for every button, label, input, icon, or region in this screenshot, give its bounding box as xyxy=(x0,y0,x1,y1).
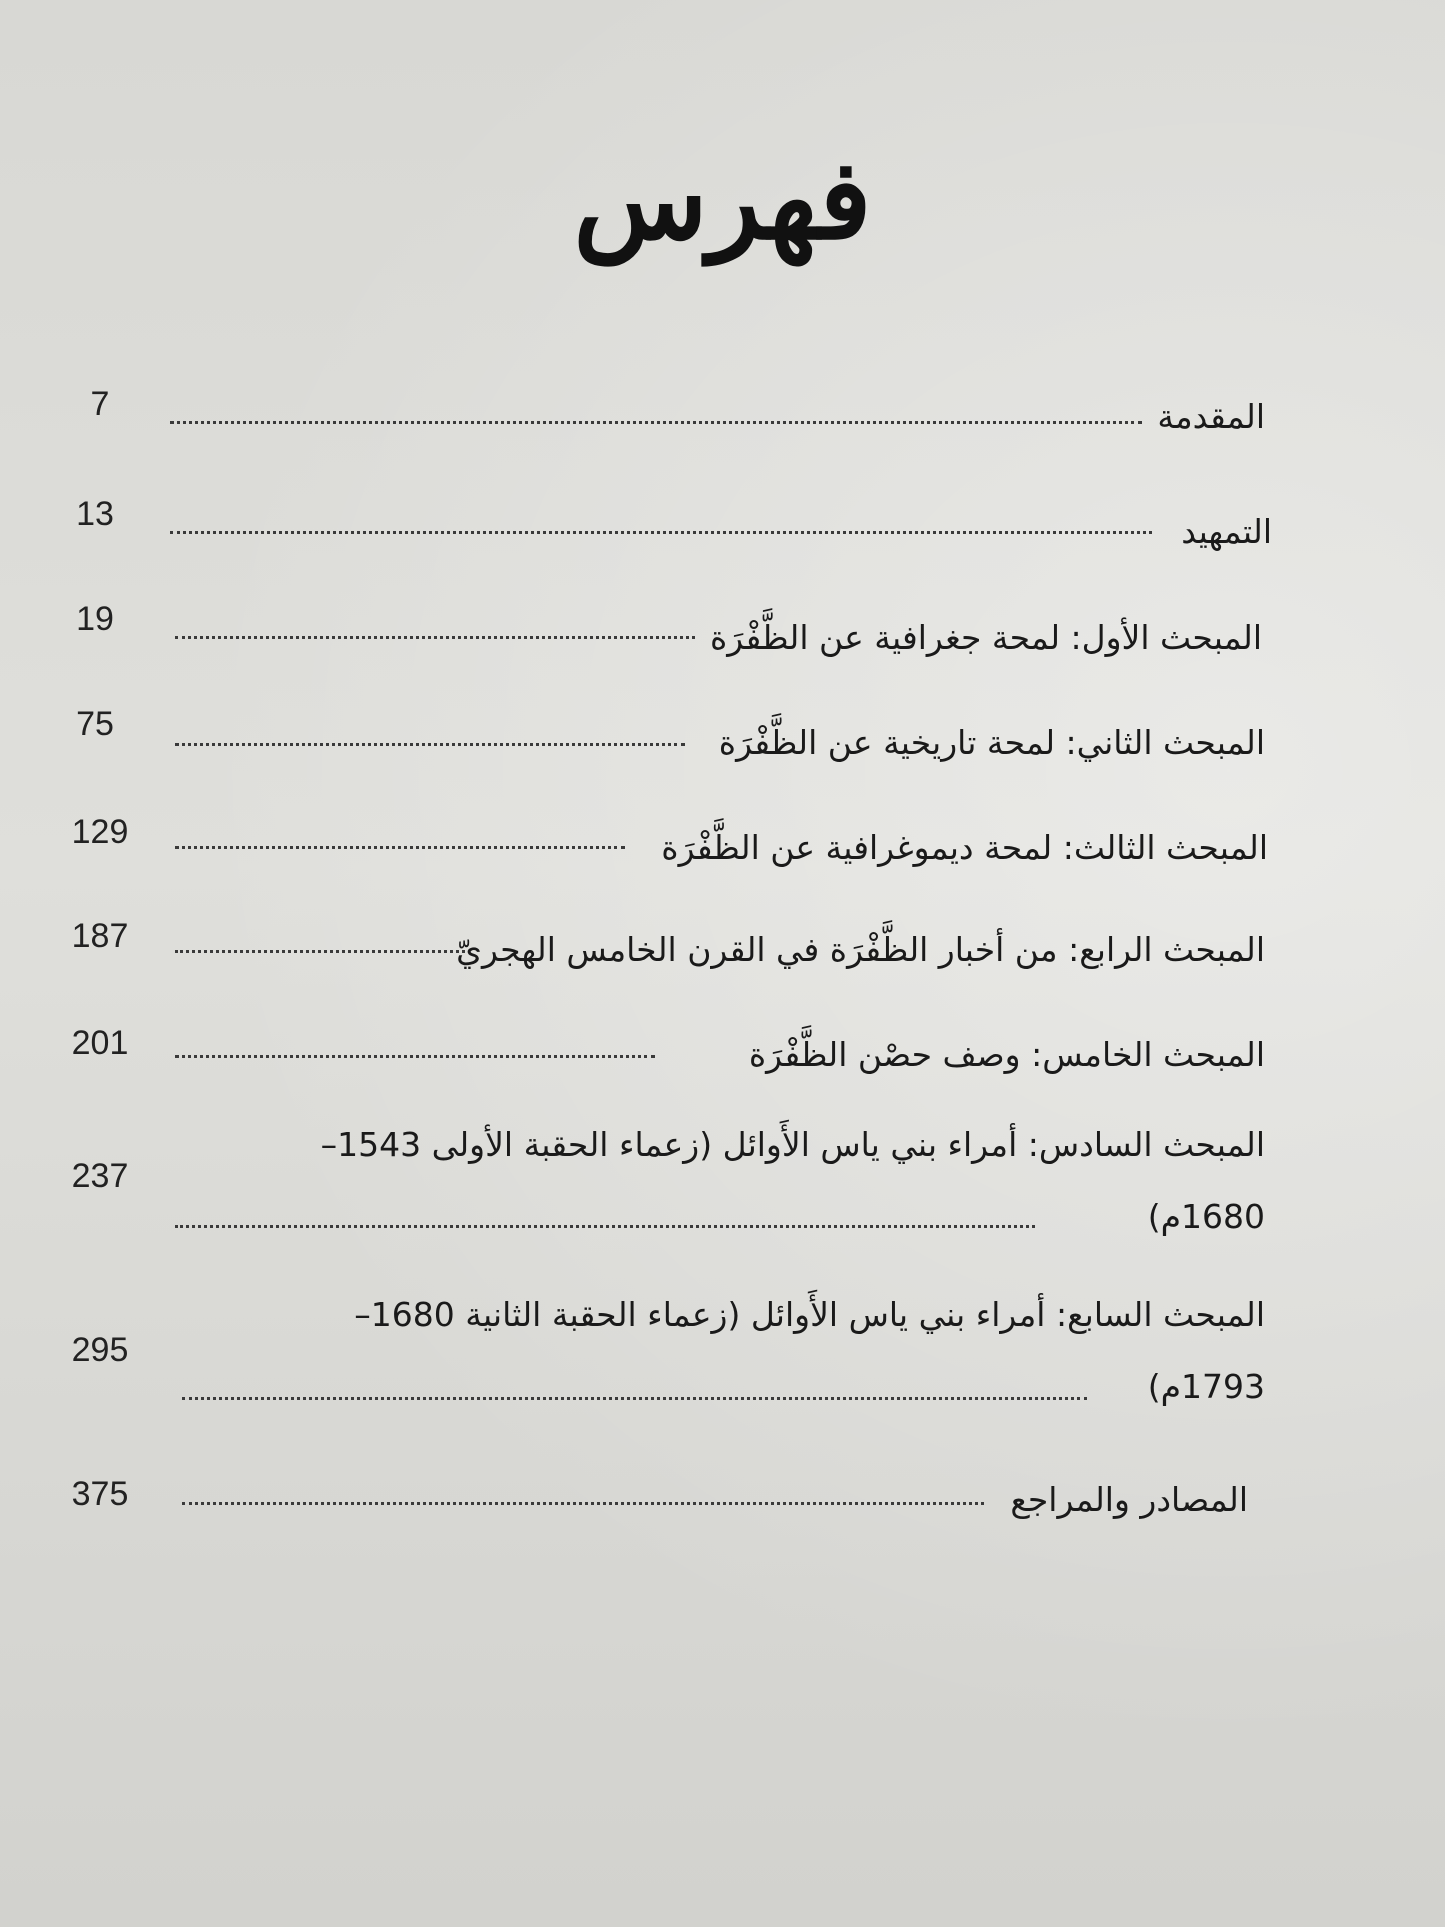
toc-page-number: 129 xyxy=(71,813,129,851)
dot-leader xyxy=(175,1225,1035,1228)
toc-page-number: 187 xyxy=(71,917,129,955)
dot-leader xyxy=(170,421,1142,424)
dot-leader xyxy=(175,743,685,746)
toc-page-number: 375 xyxy=(71,1475,129,1513)
toc-entry-label: المبحث الثالث: لمحة ديموغرافية عن الظَّفْرَة xyxy=(661,828,1268,867)
toc-entry[interactable] xyxy=(60,495,1272,555)
dot-leader xyxy=(175,846,625,849)
toc-entry[interactable] xyxy=(60,1295,1265,1415)
dot-leader xyxy=(182,1502,984,1505)
toc-entry-label: المبحث الخامس: وصف حصْن الظَّفْرَة xyxy=(748,1035,1265,1074)
toc-page-number: 75 xyxy=(76,705,114,743)
toc-page-number: 201 xyxy=(71,1024,129,1062)
toc-entry-label: التمهيد xyxy=(1181,512,1272,551)
toc-entry-label: المبحث الرابع: من أخبار الظَّفْرَة في القرن الخامس الهجريّ xyxy=(456,930,1265,969)
toc-entry[interactable] xyxy=(60,912,1265,972)
toc-page-number: 237 xyxy=(71,1157,129,1195)
toc-entry-label-line1: المبحث السادس: أمراء بني ياس الأَوائل (زعماء الحقبة الأولى 1543– xyxy=(320,1125,1265,1164)
toc-entry-label-line2: 1793م) xyxy=(1147,1367,1265,1406)
dot-leader xyxy=(175,1055,655,1058)
dot-leader xyxy=(175,950,465,953)
page-title: فهرس xyxy=(573,135,872,264)
toc-entry-label: المبحث الأول: لمحة جغرافية عن الظَّفْرَة xyxy=(710,618,1262,657)
toc-entry[interactable] xyxy=(60,385,1265,445)
toc-page-number: 19 xyxy=(76,600,114,638)
toc-entry-label: المصادر والمراجع xyxy=(1010,1480,1248,1519)
toc-entry[interactable] xyxy=(60,600,1260,660)
toc-entry[interactable] xyxy=(60,1017,1265,1077)
dot-leader xyxy=(170,531,1152,534)
toc-page-number: 295 xyxy=(71,1331,129,1369)
toc-entry-label: المبحث الثاني: لمحة تاريخية عن الظَّفْرَة xyxy=(718,723,1265,762)
toc-entry-label-line1: المبحث السابع: أمراء بني ياس الأَوائل (زعماء الحقبة الثانية 1680– xyxy=(354,1295,1265,1334)
dot-leader xyxy=(175,636,695,639)
toc-entry[interactable] xyxy=(60,1470,1260,1530)
toc-entry[interactable] xyxy=(60,808,1268,868)
dot-leader xyxy=(182,1397,1087,1400)
toc-entry-label-line2: 1680م) xyxy=(1147,1197,1265,1236)
toc-page-number: 7 xyxy=(90,385,110,423)
toc-entry[interactable] xyxy=(60,705,1265,765)
toc-entry[interactable] xyxy=(60,1125,1265,1245)
toc-entry-label: المقدمة xyxy=(1157,397,1265,436)
toc-page-number: 13 xyxy=(76,495,114,533)
